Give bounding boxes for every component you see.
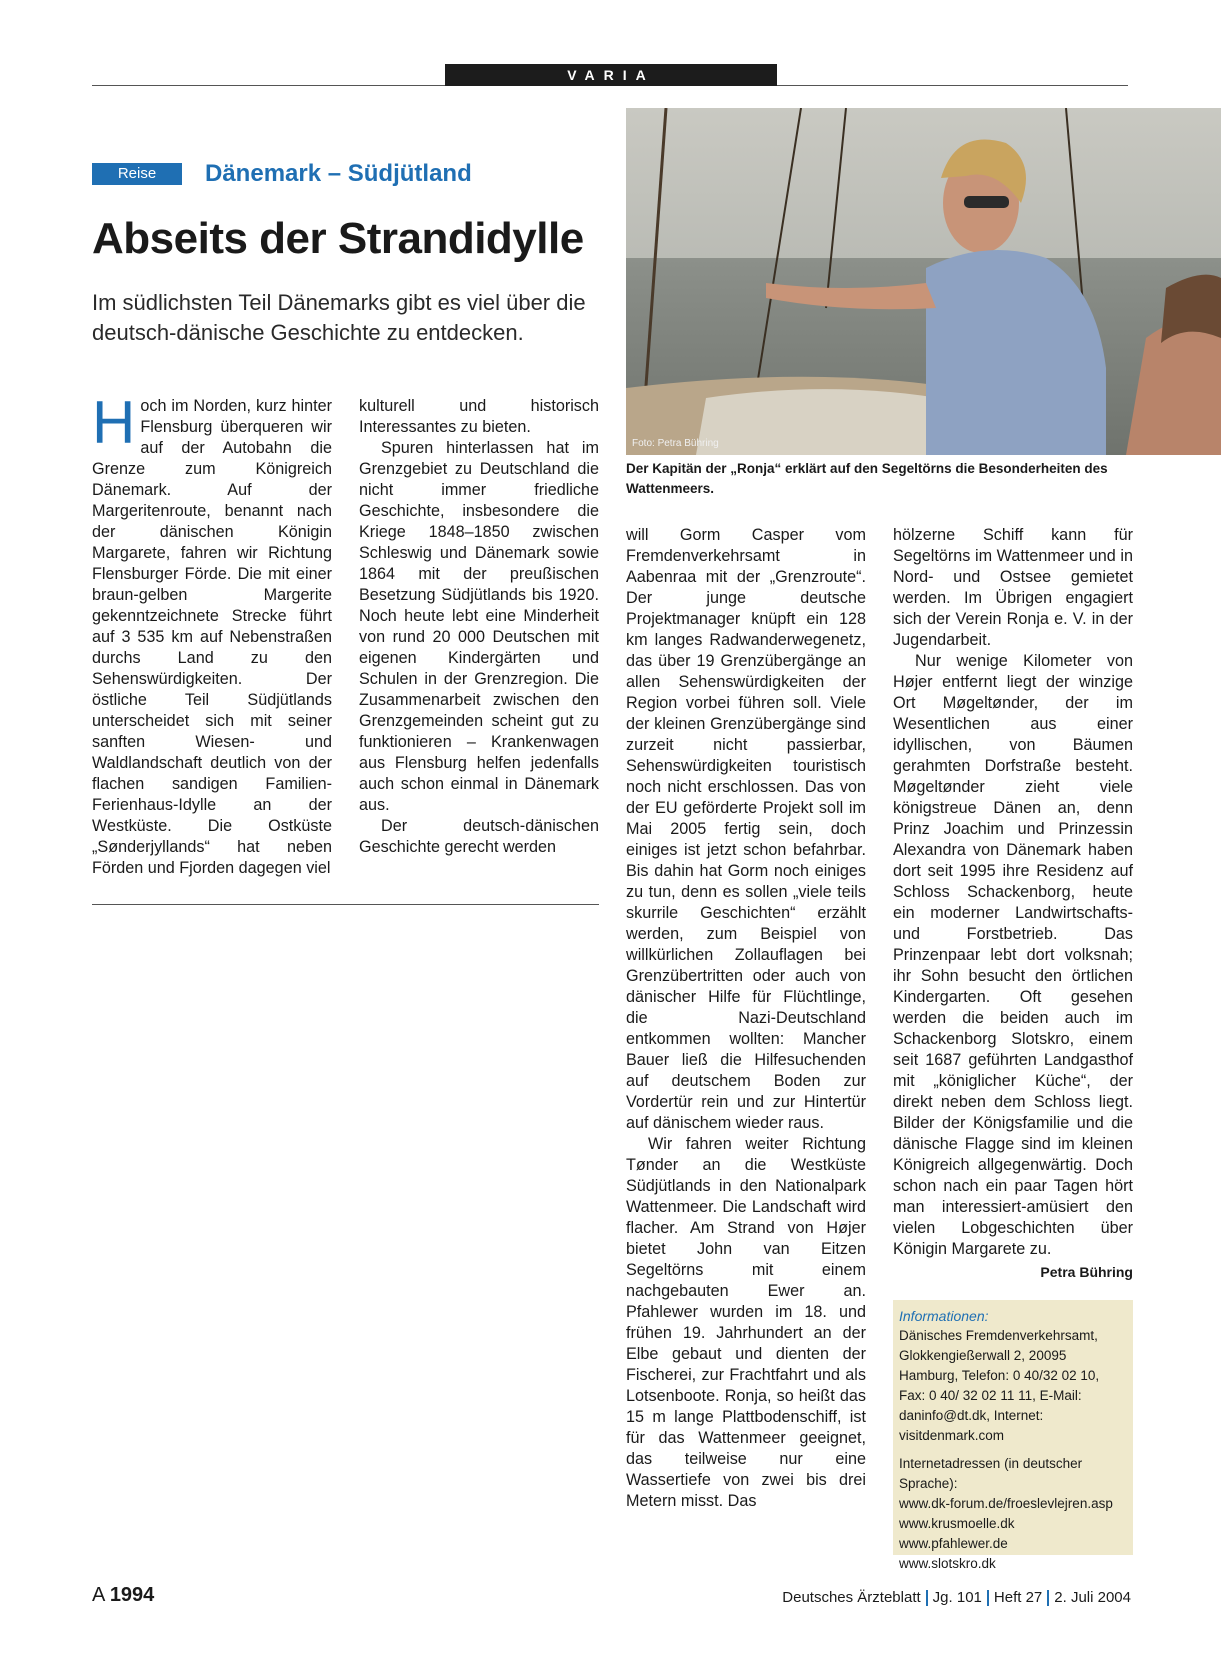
separator xyxy=(926,1590,928,1606)
text-column-2 xyxy=(359,396,599,858)
kicker-title: Dänemark – Südjütland xyxy=(205,160,472,187)
page-number: A 1994 xyxy=(92,1584,155,1606)
column-divider xyxy=(92,904,599,905)
issue: Heft 27 xyxy=(993,1589,1043,1606)
text-column-4 xyxy=(893,525,1133,1283)
paragraph: kulturell und historisch Interessantes zu bieten. xyxy=(359,397,599,436)
paragraph: Spuren hinterlassen hat im Grenzgebiet zu Deutschland die nicht immer friedliche Geschichte, insbesondere die Kriege 1848–1850 zwischen Schleswig und Dänemark sowie 1864 mit der preußischen Besetzung Südjütlands bis 1920. Noch heute lebt eine Minderheit von rund 20 000 Deutschen mit eigenen Kindergärten und Schulen in der Grenzregion. Die Zusammenarbeit zwischen den Grenzgemeinden scheint gut zu funktionieren – Krankenwagen aus Flensburg helfen jedenfalls auch schon einmal in Dänemark aus. xyxy=(359,439,599,814)
volume: Jg. 101 xyxy=(932,1589,982,1606)
link-item[interactable]: www.krusmoelle.dk xyxy=(899,1516,1015,1531)
info-address: Dänisches Fremdenverkehrsamt, Glokkengießerwall 2, 20095 Hamburg, Telefon: 0 40/32 02 10, Fax: 0 40/ 32 02 11 11, E-Mail: daninfo@dt.dk, Internet: visitdenmark.com xyxy=(899,1328,1100,1443)
article-headline: Abseits der Strandidylle xyxy=(92,214,584,263)
paragraph: hölzerne Schiff kann für Segeltörns im Wattenmeer und in Nord- und Ostsee gemietet werden. Im Übrigen engagiert sich der Verein Ronja e. V. in der Jugendarbeit. xyxy=(893,526,1133,649)
paragraph: will Gorm Casper vom Fremdenverkehrsamt in Aabenraa mit der „Grenzroute“. Der junge deutsche Projektmanager knüpft ein 128 km langes Radwanderwegenetz, das über 19 Grenzübergänge an allen Sehenswürdigkeiten der Region vorbei führen soll. Viele der kleinen Grenzübergänge sind zurzeit nicht passierbar, Sehenswürdigkeiten touristisch noch nicht erschlossen. Das von der EU geförderte Projekt soll im Mai 2005 fertig sein, doch einiges ist jetzt schon befahrbar. Bis dahin hat Gorm noch einiges zu tun, denn es sollen „viele teils skurrile Geschichten“ erzählt werden, zum Beispiel von willkürlichen Zollauflagen bei Grenzübertritten oder auch von dänischer Hilfe für Flüchtlinge, die Nazi-Deutschland entkommen wollten: Mancher Bauer ließ die Hilfesuchenden auf deutschem Boden zur Vordertür rein und zur Hintertür auf dänischem wieder raus. xyxy=(626,526,866,1132)
links-label: Internetadressen (in deutscher Sprache): xyxy=(899,1456,1083,1491)
paragraph: Der deutsch-dänischen Geschichte gerecht werden xyxy=(359,817,599,856)
paragraph: Nur wenige Kilometer von Højer entfernt liegt der winzige Ort Møgeltønder, der im Wesentlichen aus einer idyllischen, von Bäumen gerahmten Dorfstraße besteht. Møgeltønder zieht viele königstreue Dänen an, denn Prinz Joachim und Prinzessin Alexandra von Dänemark haben dort seit 1995 ihre Residenz auf Schloss Schackenborg, heute ein moderner Landwirtschafts- und Forstbetrieb. Das Prinzenpaar lebt dort volksnah; ihr Sohn besucht den örtlichen Kindergarten. Oft gesehen werden die beiden auch im Schackenborg Slotskro, einem seit 1687 geführten Landgasthof mit „königlicher Küche“, der direkt neben dem Schloss liegt. Bilder der Königsfamilie und die dänische Flagge sind im kleinen Königreich allgegenwärtig. Doch schon nach ein paar Tagen hört man interessiert-amüsiert den vielen Lobgeschichten über Königin Margarete zu. Petra Bühring xyxy=(893,651,1133,1260)
journal-name: Deutsches Ärzteblatt xyxy=(782,1589,921,1606)
link-item[interactable]: www.dk-forum.de/froeslevlejren.asp xyxy=(899,1496,1113,1511)
paragraph: och im Norden, kurz hinter Flensburg überqueren wir auf der Autobahn die Grenze zum Königreich Dänemark. Auf der Margeritenroute, benannt nach der dänischen Königin Margarete, fahren wir Richtung Flensburger Förde. Die mit einer braun-gelben Margerite gekenntzeichnete Strecke führt auf 3 535 km auf Nebenstraßen durchs Land zu den Sehenswürdigkeiten. Der östliche Teil Südjütlands unterscheidet sich mit seiner sanften Wiesen- und Waldlandschaft deutlich von der flachen sandigen Familien-Ferienhaus-Idylle an der Westküste. Die Ostküste „Sønderjyllands“ hat neben Förden und Fjorden dagegen viel xyxy=(92,397,332,877)
text-column-3 xyxy=(626,525,866,1512)
category-badge: Reise xyxy=(92,163,182,185)
article-photo xyxy=(626,108,1221,455)
issue-date: 2. Juli 2004 xyxy=(1054,1589,1131,1606)
separator xyxy=(1047,1590,1049,1606)
section-label: VARIA xyxy=(445,64,777,86)
text-column-1 xyxy=(92,389,332,879)
journal-info xyxy=(782,1589,1131,1606)
info-heading: Informationen: xyxy=(899,1308,989,1324)
photo-caption: Der Kapitän der „Ronja“ erklärt auf den Segeltörns die Besonderheiten des Wattenmeers. xyxy=(626,461,1108,496)
photo-credit: Foto: Petra Bühring xyxy=(632,438,719,449)
article-subtitle: Im südlichsten Teil Dänemarks gibt es viel über die deutsch-dänische Geschichte zu entdecken. xyxy=(92,290,586,345)
drop-cap: H xyxy=(92,389,136,456)
info-box xyxy=(893,1300,1133,1571)
separator xyxy=(987,1590,989,1606)
link-item[interactable]: www.pfahlewer.de xyxy=(899,1536,1008,1551)
link-item[interactable]: www.slotskro.dk xyxy=(899,1556,996,1571)
paragraph: Wir fahren weiter Richtung Tønder an die Westküste Südjütlands in den Nationalpark Wattenmeer. Die Landschaft wird flacher. Am Strand von Højer bietet John van Eitzen Segeltörns mit einem nachgebauten Ewer an. Pfahlewer wurden im 18. und frühen 19. Jahrhundert an der Elbe gebaut und dienten der Fischerei, zur Frachtfahrt und als Lotsenboote. Ronja, so heißt das 15 m lange Plattbodenschiff, ist für das Wattenmeer geeignet, das teilweise nur eine Wassertiefe von zwei bis drei Metern misst. Das xyxy=(626,1135,866,1510)
author-name: Petra Bühring xyxy=(1040,1264,1133,1280)
